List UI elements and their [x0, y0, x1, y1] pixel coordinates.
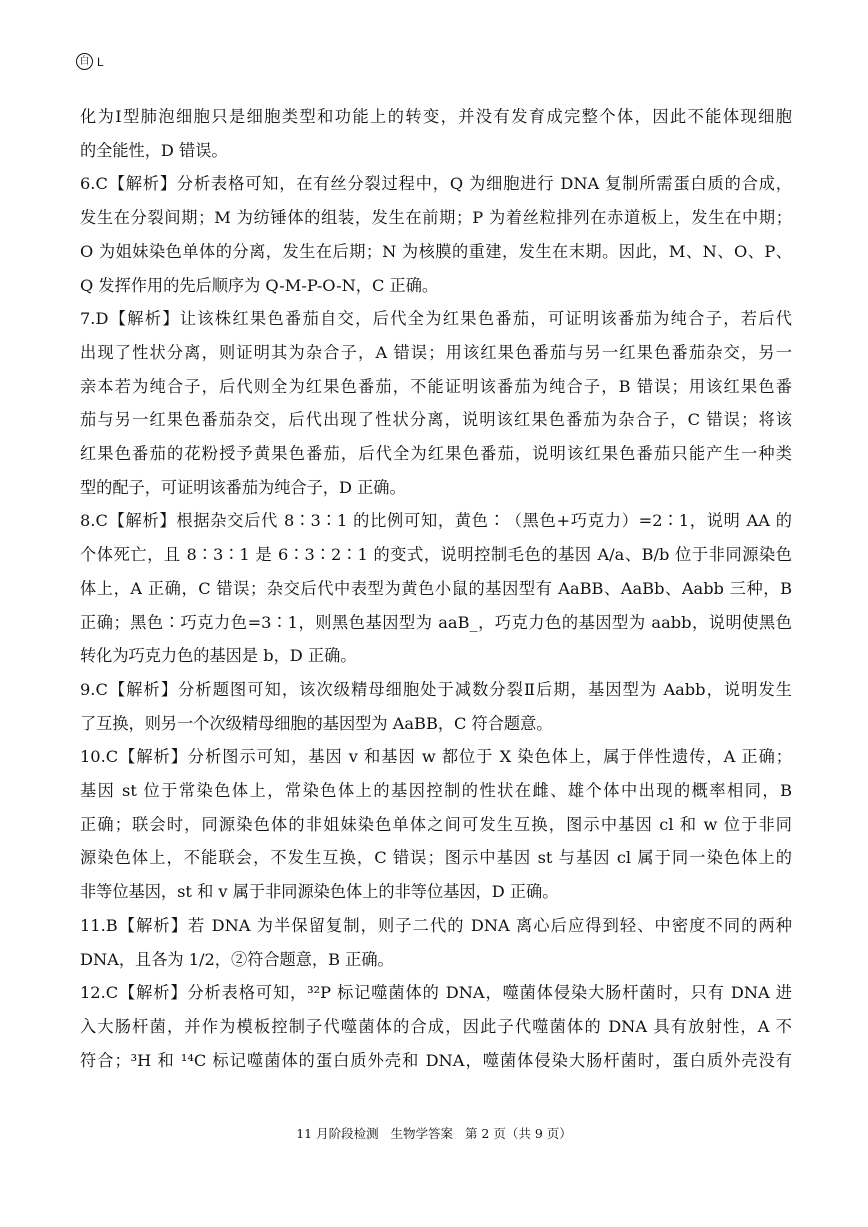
logo-letter: L: [97, 54, 104, 69]
text-line: 型的配子，可证明该番茄为纯合子，D 正确。: [80, 477, 406, 497]
text-line: Q 发挥作用的先后顺序为 Q-M-P-O-N，C 正确。: [80, 275, 439, 295]
text-line: 转化为巧克力色的基因是 b，D 正确。: [80, 646, 357, 666]
answer-paragraph: [80, 302, 792, 504]
answer-paragraph: [80, 100, 792, 167]
answer-paragraph: [80, 909, 792, 976]
text-line: 红果色番茄的花粉授予黄果色番茄，后代全为红果色番茄，说明该红果色番茄只能产生一种类: [80, 444, 792, 464]
text-line: DNA，且各为 1/2，②符合题意，B 正确。: [80, 949, 394, 969]
text-line: 10.C【解析】分析图示可知，基因 v 和基因 w 都位于 X 染色体上，属于伴性遗传，A 正确；: [80, 747, 792, 767]
logo-circle-mark: 白: [76, 53, 93, 70]
answer-text-body: [80, 100, 792, 1077]
text-line: 符合；³H 和 ¹⁴C 标记噬菌体的蛋白质外壳和 DNA，噬菌体侵染大肠杆菌时，蛋白质外壳没有: [80, 1050, 792, 1070]
text-line: 亲本若为纯合子，后代则全为红果色番茄，不能证明该番茄为纯合子，B 错误；用该红果色番: [80, 376, 792, 396]
text-line: 个体死亡，且 8∶3∶1 是 6∶3∶2∶1 的变式，说明控制毛色的基因 A/a、B/b 位于非同源染色: [80, 545, 792, 565]
text-line: 6.C【解析】分析表格可知，在有丝分裂过程中，Q 为细胞进行 DNA 复制所需蛋白质的合成，: [80, 174, 792, 194]
text-line: O 为姐妹染色单体的分离，发生在后期；N 为核膜的重建，发生在末期。因此，M、N、O、P、: [80, 241, 792, 261]
text-line: 正确；联会时，同源染色体的非姐妹染色单体之间可发生互换，图示中基因 cl 和 w 位于非同: [80, 814, 792, 834]
text-line: 源染色体上，不能联会，不发生互换，C 错误；图示中基因 st 与基因 cl 属于同一染色体上的: [80, 848, 792, 868]
text-line: 化为Ⅰ型肺泡细胞只是细胞类型和功能上的转变，并没有发育成完整个体，因此不能体现细胞: [80, 107, 792, 126]
text-line: 了互换，则另一个次级精母细胞的基因型为 AaBB，C 符合题意。: [80, 713, 553, 733]
text-line: 出现了性状分离，则证明其为杂合子，A 错误；用该红果色番茄与另一红果色番茄杂交，另一: [80, 342, 792, 362]
text-line: 9.C【解析】分析题图可知，该次级精母细胞处于减数分裂Ⅱ后期，基因型为 Aabb，说明发生: [80, 679, 792, 699]
answer-paragraph: [80, 673, 792, 740]
text-line: 12.C【解析】分析表格可知，³²P 标记噬菌体的 DNA，噬菌体侵染大肠杆菌时，只有 DNA 进: [80, 983, 792, 1003]
text-line: 正确；黑色∶巧克力色=3∶1，则黑色基因型为 aaB_，巧克力色的基因型为 aabb，说明使黑色: [80, 612, 792, 632]
page-footer: 11 月阶段检测 生物学答案 第 2 页（共 9 页）: [296, 1126, 572, 1141]
answer-paragraph: [80, 740, 792, 909]
text-line: 的全能性，D 错误。: [80, 140, 228, 160]
text-line: 7.D【解析】让该株红果色番茄自交，后代全为红果色番茄，可证明该番茄为纯合子，若后代: [80, 309, 792, 329]
text-line: 8.C【解析】根据杂交后代 8∶3∶1 的比例可知，黄色∶（黑色+巧克力）=2∶1，说明 AA 的: [80, 511, 792, 531]
answer-paragraph: [80, 976, 792, 1077]
text-line: 体上，A 正确，C 错误；杂交后代中表型为黄色小鼠的基因型有 AaBB、AaBb、Aabb 三种，B: [80, 578, 792, 598]
text-line: 基因 st 位于常染色体上，常染色体上的基因控制的性状在雌、雄个体中出现的概率相同，B: [80, 781, 792, 801]
answer-paragraph: [80, 504, 792, 673]
answer-paragraph: [80, 167, 792, 302]
text-line: 发生在分裂间期；M 为纺锤体的组装，发生在前期；P 为着丝粒排列在赤道板上，发生在中期；: [80, 208, 792, 228]
text-line: 11.B【解析】若 DNA 为半保留复制，则子二代的 DNA 离心后应得到轻、中密度不同的两种: [80, 915, 792, 935]
publisher-logo: [76, 53, 104, 70]
text-line: 茄与另一红果色番茄杂交，后代出现了性状分离，说明该红果色番茄为杂合子，C 错误；将该: [80, 410, 792, 430]
text-line: 非等位基因，st 和 v 属于非同源染色体上的非等位基因，D 正确。: [80, 882, 559, 902]
text-line: 入大肠杆菌，并作为模板控制子代噬菌体的合成，因此子代噬菌体的 DNA 具有放射性，A 不: [80, 1016, 792, 1036]
